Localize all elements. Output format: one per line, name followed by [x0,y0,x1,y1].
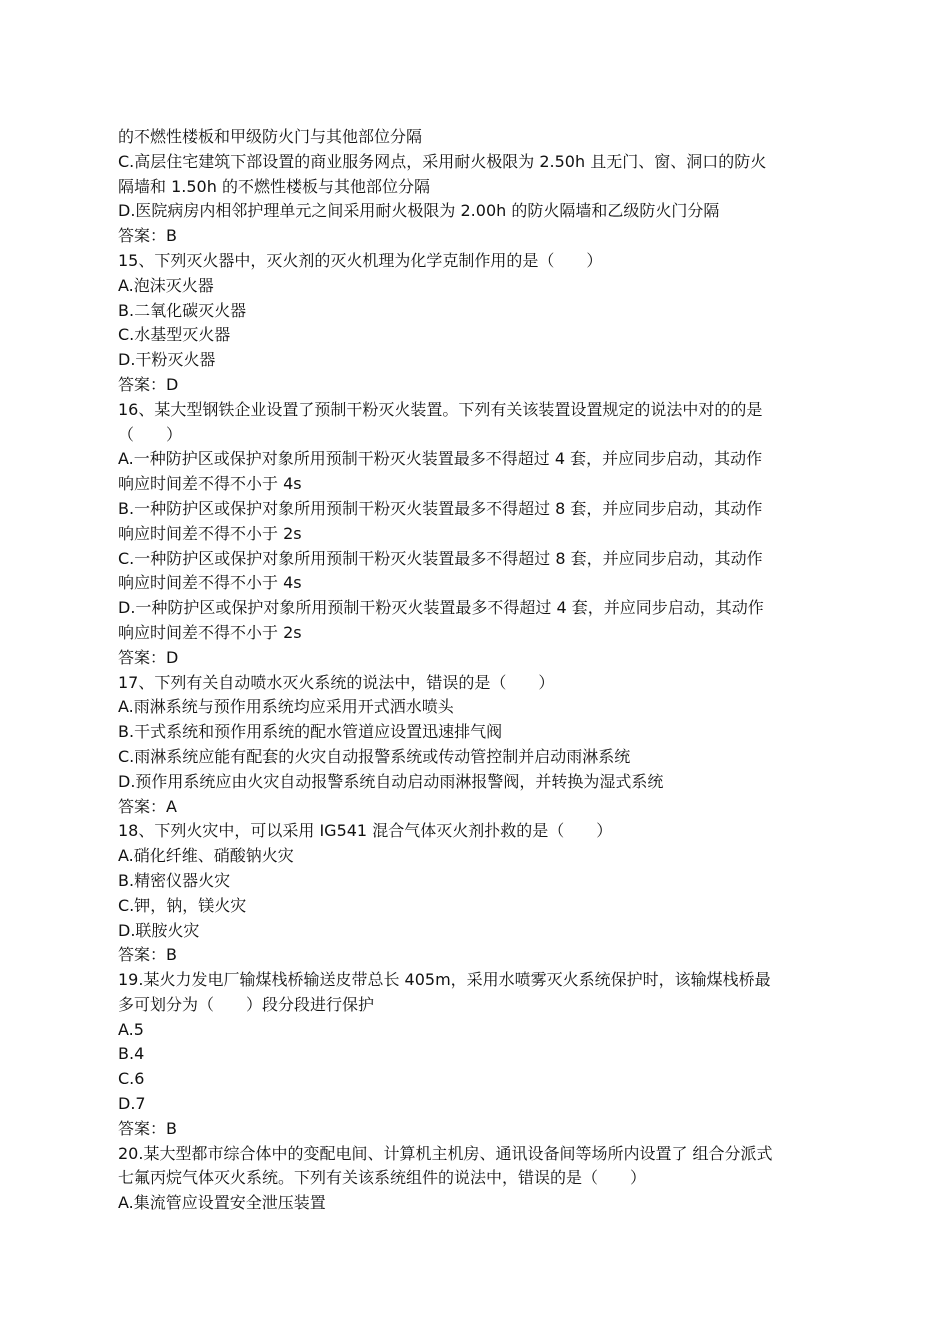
answer: 答案：A [118,796,177,816]
option-c: C.一种防护区或保护对象所用预制干粉灭火装置最多不得超过 8 套，并应同步启动，其动作 [118,548,763,568]
answer: 答案：D [118,374,179,394]
question-20: 20.某大型都市综合体中的变配电间、计算机主机房、通讯设备间等场所内设置了 组合分派式 [118,1143,773,1163]
option-c: C.高层住宅建筑下部设置的商业服务网点，采用耐火极限为 2.50h 且无门、窗、洞口的防火 [118,151,767,171]
text-line: 的不燃性楼板和甲级防火门与其他部位分隔 [118,127,423,146]
option-d: D.医院病房内相邻护理单元之间采用耐火极限为 2.00h 的防火隔墙和乙级防火门分隔 [118,201,720,221]
option-b: B.4 [118,1044,145,1064]
option-d: D.干粉灭火器 [118,350,216,370]
text-line: 七氟丙烷气体灭火系统。下列有关该系统组件的说法中，错误的是（ ） [118,1168,647,1188]
question-17: 17、下列有关自动喷水灭火系统的说法中，错误的是（ ） [118,672,555,692]
text-line: 响应时间差不得不小于 2s [118,622,302,642]
option-b: B.一种防护区或保护对象所用预制干粉灭火装置最多不得超过 8 套，并应同步启动，其动作 [118,498,763,518]
option-d: D.联胺火灾 [118,920,200,940]
text-line: 响应时间差不得不小于 4s [118,573,302,593]
option-c: C.6 [118,1069,145,1089]
option-b: B.二氧化碳灭火器 [118,300,247,320]
option-b: B.精密仪器火灾 [118,870,231,890]
text-line: 隔墙和 1.50h 的不燃性楼板与其他部位分隔 [118,176,430,196]
answer: 答案：B [118,945,177,965]
option-b: B.干式系统和预作用系统的配水管道应设置迅速排气阀 [118,722,503,742]
option-d: D.预作用系统应由火灾自动报警系统自动启动雨淋报警阀，并转换为湿式系统 [118,771,664,791]
text-line: 响应时间差不得不小于 4s [118,474,302,494]
option-a: A.硝化纤维、硝酸钠火灾 [118,846,294,866]
option-c: C.水基型灭火器 [118,325,231,345]
option-a: A.集流管应设置安全泄压装置 [118,1193,326,1213]
option-a: A.雨淋系统与预作用系统均应采用开式洒水喷头 [118,697,454,717]
answer: 答案：B [118,1118,177,1138]
option-a: A.一种防护区或保护对象所用预制干粉灭火装置最多不得超过 4 套，并应同步启动，其动作 [118,449,763,469]
document-page [118,125,836,1216]
option-d: D.7 [118,1094,146,1114]
question-15: 15、下列灭火器中，灭火剂的灭火机理为化学克制作用的是（ ） [118,250,603,270]
text-line: 响应时间差不得不小于 2s [118,523,302,543]
question-18: 18、下列火灾中，可以采用 IG541 混合气体灭火剂扑救的是（ ） [118,821,613,841]
text-line: 多可划分为（ ）段分段进行保护 [118,994,375,1014]
answer: 答案：D [118,647,179,667]
option-a: A.泡沫灭火器 [118,275,214,295]
question-19: 19.某火力发电厂输煤栈桥输送皮带总长 405m，采用水喷雾灭火系统保护时，该输煤栈桥最 [118,970,771,990]
answer: 答案：B [118,226,177,246]
text-line: （ ） [118,424,183,444]
question-16: 16、某大型钢铁企业设置了预制干粉灭火装置。下列有关该装置设置规定的说法中对的的是 [118,399,763,419]
option-c: C.钾，钠，镁火灾 [118,895,247,915]
option-d: D.一种防护区或保护对象所用预制干粉灭火装置最多不得超过 4 套，并应同步启动，其动作 [118,598,764,618]
option-c: C.雨淋系统应能有配套的火灾自动报警系统或传动管控制并启动雨淋系统 [118,746,631,766]
option-a: A.5 [118,1019,144,1039]
